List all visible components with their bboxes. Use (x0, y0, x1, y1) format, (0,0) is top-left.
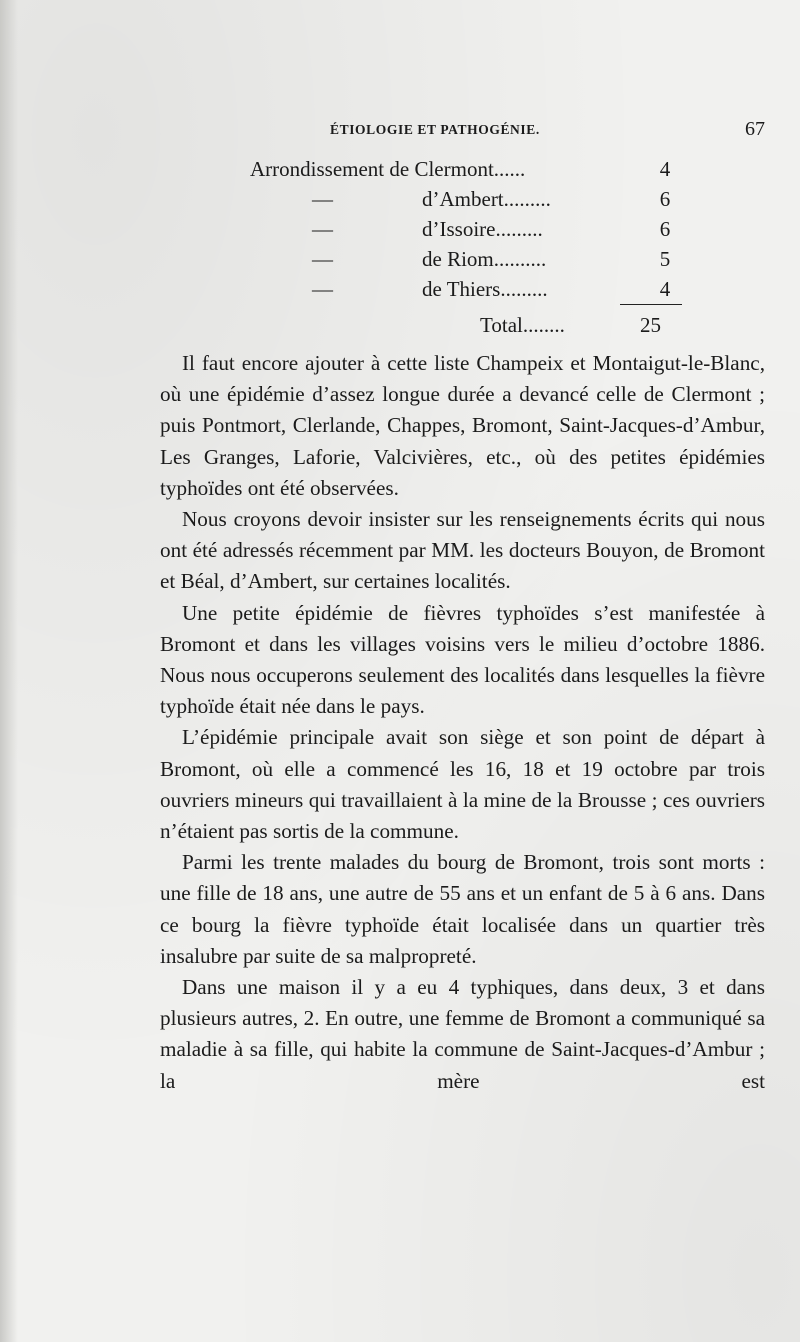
sum-rule (620, 304, 682, 305)
total-value: 25 (640, 313, 661, 337)
page-number: 67 (745, 118, 765, 140)
paragraph: Dans une maison il y a eu 4 typhiques, dans deux, 3 et dans plusieurs autres, 2. En outre, une femme de Bromont a communiqué sa maladie à sa fille, qui habite la commune de Saint-Jacques-d’Ambur ; la mère est (160, 975, 765, 1093)
tally-row (160, 274, 765, 304)
ditto-dash: — (312, 277, 333, 301)
paragraph: Une petite épidémie de fièvres typhoïdes s’est manifestée à Bromont et dans les villages voisins vers le milieu d’octobre 1886. Nous nous occuperons seulement des localités dans lesquelles la fièvre typhoïde était née dans le pays. (160, 600, 765, 719)
paragraph: Parmi les trente malades du bourg de Bromont, trois sont morts : une fille de 18 ans, une autre de 55 ans et un enfant de 5 à 6 ans. Dans ce bourg la fièvre typhoïde était localisée dans un quartier très insalubre par suite de sa malpropreté. (160, 850, 765, 968)
page-header (160, 118, 765, 144)
total-label: Total........ (480, 313, 565, 337)
ditto-dash: — (312, 247, 333, 271)
tally-row-label: de Riom.......... (422, 247, 547, 271)
tally-row (160, 154, 765, 184)
tally-row-label: Arrondissement de Clermont...... (250, 157, 526, 181)
tally-row-count: 6 (659, 187, 671, 211)
tally-row (160, 214, 765, 244)
page-gutter-shadow (0, 0, 18, 1342)
ditto-dash: — (312, 187, 333, 211)
paragraph: L’épidémie principale avait son siège et son point de départ à Bromont, où elle a commencé les 16, 18 et 19 octobre par trois ouvriers mineurs qui travaillaient à la mine de la Brousse ; ces ouvriers n’étaient pas sortis de la commune. (160, 725, 765, 844)
tally-row-label: d’Issoire......... (422, 217, 543, 241)
tally-row-count: 4 (659, 157, 671, 181)
ditto-dash: — (312, 217, 333, 241)
tally-row-label: d’Ambert......... (422, 187, 551, 211)
tally-row (160, 244, 765, 274)
arrondissement-tally (160, 154, 765, 337)
tally-row (160, 184, 765, 214)
body-text (160, 348, 765, 1097)
tally-row-count: 6 (659, 217, 671, 241)
paragraph: Nous croyons devoir insister sur les renseignements écrits qui nous ont été adressés récemment par MM. les docteurs Bouyon, de Bromont et Béal, d’Ambert, sur certaines localités. (160, 507, 765, 594)
tally-row-count: 5 (659, 247, 671, 271)
running-head: ÉTIOLOGIE ET PATHOGÉNIE. (330, 122, 540, 137)
tally-row-count: 4 (659, 277, 671, 301)
tally-total-row (160, 310, 765, 340)
tally-row-label: de Thiers......... (422, 277, 548, 301)
paragraph: Il faut encore ajouter à cette liste Champeix et Montaigut-le-Blanc, où une épidémie d’assez longue durée a devancé celle de Clermont ; puis Pontmort, Clerlande, Chappes, Bromont, Saint-Jacques-d’Ambur, Les Granges, Laforie, Valcivières, etc., où des petites épidémies typhoïdes ont été observées. (160, 351, 765, 500)
